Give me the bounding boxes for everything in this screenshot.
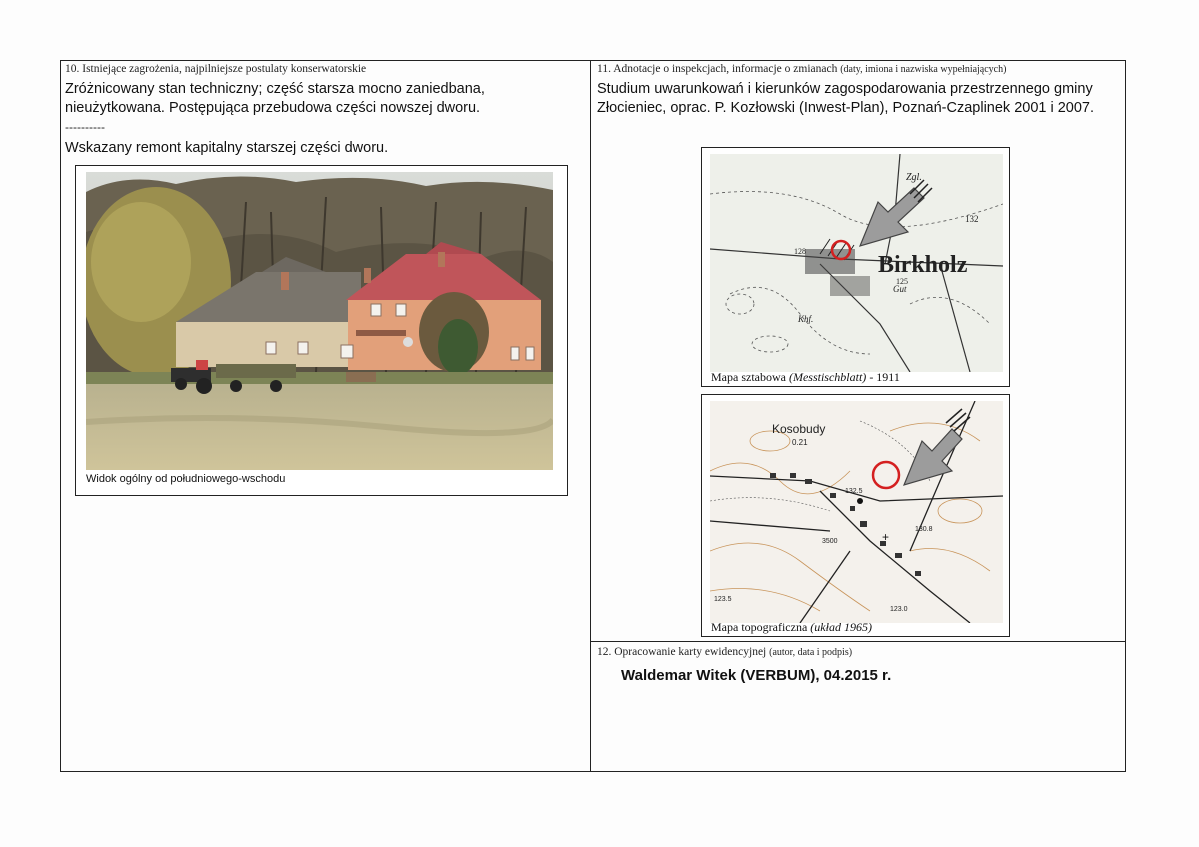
map-1965-church-icon: +: [882, 530, 890, 544]
section-12-title-main: 12. Opracowanie karty ewidencyjnej: [597, 646, 767, 658]
section-10-line-1: Zróżnicowany stan techniczny; część starsza mocno zaniedbana,: [65, 81, 485, 97]
section-12-title: [597, 646, 852, 658]
map-1911-frame: [701, 147, 1010, 387]
map-1911-caption-italic: (Messtischblatt): [788, 370, 867, 384]
card-author: Waldemar Witek (VERBUM), 04.2015 r.: [621, 667, 892, 684]
map-1911: [710, 154, 1003, 372]
section-10-title: 10. Istniejące zagrożenia, najpilniejsze postulaty konserwatorskie: [65, 63, 367, 75]
map-1911-label-gut: Gut: [893, 284, 907, 294]
map-1965-caption: [711, 620, 872, 635]
section-11-title: [597, 63, 1006, 75]
section-12-title-note: (autor, data i podpis): [769, 647, 853, 658]
map-1911-label-zgl: Zgl.: [906, 172, 922, 183]
map-1911-label-125: 125: [896, 277, 908, 286]
map-1965-label-1230: 123.0: [890, 606, 908, 613]
map-1965-label-021: 0.21: [792, 438, 808, 447]
map-1965-caption-prefix: Mapa topograficzna: [711, 620, 811, 634]
section-10-separator: ----------: [65, 120, 105, 134]
map-1965: [710, 401, 1003, 623]
map-1911-label-khf: Khf.: [798, 314, 814, 324]
map-1965-place-label: Kosobudy: [772, 422, 826, 436]
section-11-title-note: (daty, imiona i nazwiska wypełniających): [840, 64, 1007, 75]
section-11-line-1: Studium uwarunkowań i kierunków zagospodarowania przestrzennego gminy: [597, 81, 1093, 97]
manor-photo-frame: [75, 165, 568, 496]
column-divider: [590, 60, 591, 772]
section-12-divider: [590, 641, 1126, 642]
section-11-line-2: Złocieniec, oprac. P. Kozłowski (Inwest-Plan), Poznań-Czaplinek 2001 i 2007.: [597, 100, 1095, 116]
section-10-line-2: nieużytkowana. Postępująca przebudowa części nowszej dworu.: [65, 100, 481, 116]
map-1911-caption-prefix: Mapa sztabowa: [711, 370, 789, 384]
section-10-line-3: Wskazany remont kapitalny starszej części dworu.: [65, 140, 389, 156]
map-1965-label-1325: 132.5: [845, 488, 863, 495]
photo-caption: Widok ogólny od południowego-wschodu: [86, 473, 286, 485]
map-1965-label-1235: 123.5: [714, 596, 732, 603]
manor-photo: [86, 172, 553, 470]
map-1911-caption-suffix: - 1911: [866, 370, 900, 384]
map-1911-label-128: 128: [794, 247, 806, 256]
map-1911-label-132: 132: [965, 214, 979, 224]
section-11-title-main: 11. Adnotacje o inspekcjach, informacje o zmianach: [597, 63, 838, 75]
map-1911-place-label: Birkholz: [878, 252, 968, 278]
map-1911-caption: [711, 370, 900, 385]
map-1965-caption-italic: (układ 1965): [810, 620, 872, 634]
map-1965-label-1308: 130.8: [915, 526, 933, 533]
map-1965-label-3500: 3500: [822, 538, 838, 545]
map-1965-frame: [701, 394, 1010, 637]
